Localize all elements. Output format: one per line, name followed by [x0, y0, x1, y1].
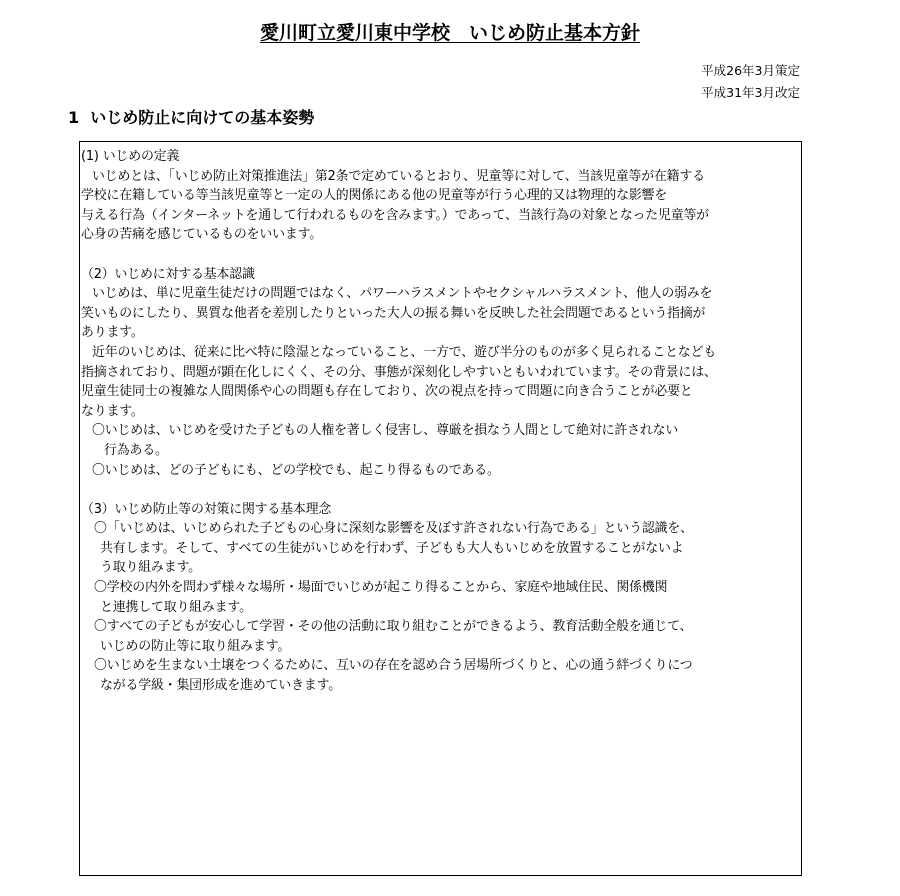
- paragraph-line: 指摘されており、問題が顕在化しにくく、その分、事態が深刻化しやすいともいわれています。その背景には、: [81, 364, 717, 380]
- paragraph-line: なります。: [81, 403, 144, 419]
- subsection-heading-recognition: （2）いじめに対する基本認識: [81, 266, 255, 282]
- bullet-item: 〇いじめは、どの子どもにも、どの学校でも、起こり得るものである。: [92, 462, 500, 478]
- bullet-item: 〇いじめは、いじめを受けた子どもの人権を著しく侵害し、尊厳を損なう人間として絶対に許されない: [92, 423, 679, 439]
- bullet-item-continued: いじめの防止等に取り組みます。: [100, 638, 291, 654]
- section-heading: 1 いじめ防止に向けての基本姿勢: [68, 108, 315, 127]
- bullet-item: 〇いじめを生まない土壌をつくるために、互いの存在を認め合う居場所づくりと、心の通う絆づくりにつ: [94, 658, 693, 674]
- paragraph-line: 笑いものにしたり、異質な他者を差別したりといった大人の振る舞いを反映した社会問題であるという指摘が: [81, 305, 706, 321]
- established-date: 平成26年3月策定: [701, 63, 800, 78]
- subsection-heading-principles: （3）いじめ防止等の対策に関する基本理念: [81, 501, 332, 517]
- paragraph-line: いじめとは、「いじめ防止対策推進法」第2条で定めているとおり、児童等に対して、当該児童等が在籍する: [92, 168, 705, 184]
- bullet-item: 〇すべての子どもが安心して学習・その他の活動に取り組むことができるよう、教育活動全般を通じて、: [94, 619, 693, 635]
- paragraph-line: 学校に在籍している等当該児童等と一定の人的関係にある他の児童等が行う心理的又は物理的な影響を: [81, 188, 668, 204]
- paragraph-line: 与える行為（インターネットを通して行われるものを含みます。）であって、当該行為の対象となった児童等が: [81, 207, 709, 223]
- paragraph-line: あります。: [81, 325, 144, 341]
- policy-content-box: [79, 141, 802, 876]
- bullet-item-continued: う取り組みます。: [100, 560, 201, 576]
- spacer: [80, 245, 801, 265]
- revision-dates: [701, 60, 800, 104]
- bullet-item-continued: 共有します。そして、すべての生徒がいじめを行わず、子どもも大人もいじめを放置することがないよ: [100, 540, 684, 556]
- paragraph-line: いじめは、単に児童生徒だけの問題ではなく、パワーハラスメントやセクシャルハラスメント、他人の弱みを: [92, 286, 713, 302]
- subsection-heading-definition: (1) いじめの定義: [81, 149, 180, 164]
- bullet-item: 〇「いじめは、いじめられた子どもの心身に深刻な影響を及ぼす許されない行為である」という認識を、: [94, 521, 693, 537]
- bullet-item: 〇学校の内外を問わず様々な場所・場面でいじめが起こり得ることから、家庭や地域住民、関係機関: [94, 580, 668, 596]
- document-title: 愛川町立愛川東中学校 いじめ防止基本方針: [259, 22, 640, 44]
- revised-date: 平成31年3月改定: [701, 85, 800, 100]
- paragraph-line: 心身の苦痛を感じているものをいいます。: [81, 227, 323, 243]
- bullet-item-continued: ながる学級・集団形成を進めていきます。: [100, 678, 342, 694]
- paragraph-line: 児童生徒同士の複雑な人間関係や心の問題も存在しており、次の視点を持って問題に向き合うことが必要と: [81, 384, 693, 400]
- paragraph-line: 近年のいじめは、従来に比べ特に陰湿となっていること、一方で、遊び半分のものが多く見られることなども: [92, 344, 717, 360]
- bullet-item-continued: 行為ある。: [104, 442, 168, 458]
- bullet-item-continued: と連携して取り組みます。: [100, 599, 252, 615]
- spacer: [80, 480, 801, 500]
